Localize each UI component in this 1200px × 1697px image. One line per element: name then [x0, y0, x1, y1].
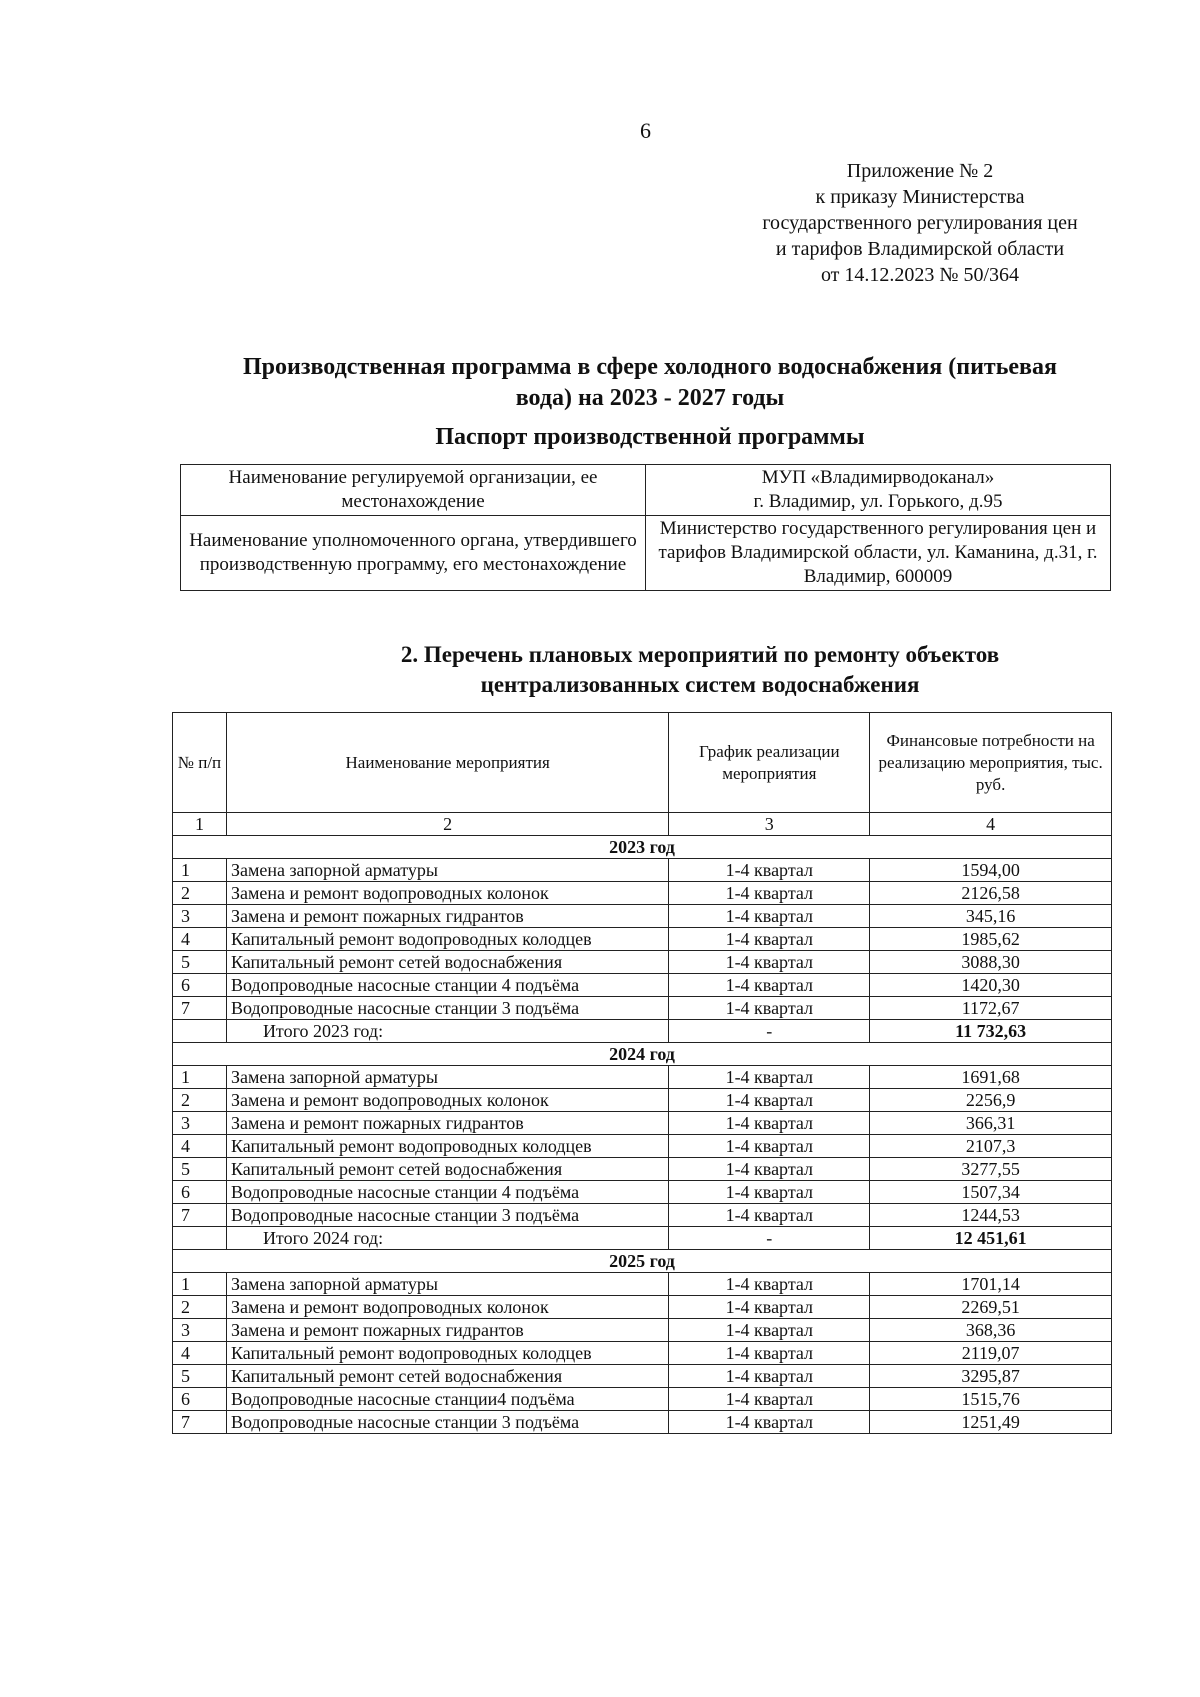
total-label: Итого 2024 год:	[226, 1227, 668, 1250]
table-row	[173, 1319, 1112, 1342]
passport-value-line: МУП «Владимирводоканал»	[761, 467, 995, 488]
item-name: Капитальный ремонт водопроводных колодцев	[226, 928, 668, 951]
item-name: Капитальный ремонт сетей водоснабжения	[226, 1365, 668, 1388]
activities-table	[172, 712, 1112, 1434]
total-cost: 12 451,61	[870, 1227, 1112, 1250]
item-schedule: 1-4 квартал	[669, 1066, 870, 1089]
item-cost: 1701,14	[870, 1273, 1112, 1296]
item-name: Замена и ремонт пожарных гидрантов	[226, 1112, 668, 1135]
column-number-row	[173, 813, 1112, 836]
item-schedule: 1-4 квартал	[669, 1342, 870, 1365]
passport-title: Паспорт производственной программы	[435, 424, 865, 450]
item-number: 1	[173, 1066, 227, 1089]
item-schedule: 1-4 квартал	[669, 997, 870, 1020]
item-cost: 1251,49	[870, 1411, 1112, 1434]
item-number: 7	[173, 1411, 227, 1434]
item-name: Замена и ремонт водопроводных колонок	[226, 882, 668, 905]
table-row	[173, 1181, 1112, 1204]
table-row	[173, 1273, 1112, 1296]
passport-table	[180, 464, 1111, 591]
passport-row	[181, 465, 1111, 516]
table-row	[173, 1066, 1112, 1089]
item-schedule: 1-4 квартал	[669, 951, 870, 974]
table-row	[173, 1204, 1112, 1227]
item-schedule: 1-4 квартал	[669, 1204, 870, 1227]
year-row	[173, 1250, 1112, 1273]
item-number: 2	[173, 882, 227, 905]
item-number: 5	[173, 1158, 227, 1181]
item-name: Водопроводные насосные станции 4 подъёма	[226, 974, 668, 997]
item-schedule: 1-4 квартал	[669, 974, 870, 997]
year-label: 2025 год	[173, 1250, 1112, 1273]
item-schedule: 1-4 квартал	[669, 1365, 870, 1388]
column-number: 3	[669, 813, 870, 836]
item-name: Замена запорной арматуры	[226, 859, 668, 882]
item-name: Замена и ремонт водопроводных колонок	[226, 1089, 668, 1112]
total-cost: 11 732,63	[870, 1020, 1112, 1043]
year-row	[173, 1043, 1112, 1066]
item-cost: 3295,87	[870, 1365, 1112, 1388]
item-name: Замена запорной арматуры	[226, 1273, 668, 1296]
item-number: 6	[173, 1181, 227, 1204]
item-schedule: 1-4 квартал	[669, 1411, 870, 1434]
item-number: 5	[173, 951, 227, 974]
title-line: вода) на 2023 - 2027 годы	[515, 385, 785, 411]
table-header-row	[173, 713, 1112, 813]
appendix-date: от 14.12.2023 № 50/364	[820, 264, 1020, 286]
item-number: 7	[173, 997, 227, 1020]
item-cost: 3088,30	[870, 951, 1112, 974]
item-cost: 345,16	[870, 905, 1112, 928]
item-number: 3	[173, 905, 227, 928]
item-cost: 1594,00	[870, 859, 1112, 882]
table-row	[173, 859, 1112, 882]
item-name: Водопроводные насосные станции 3 подъёма	[226, 1204, 668, 1227]
column-number: 4	[870, 813, 1112, 836]
total-label: Итого 2023 год:	[226, 1020, 668, 1043]
appendix-line: Приложение № 2	[846, 160, 994, 182]
item-name: Замена запорной арматуры	[226, 1066, 668, 1089]
table-row	[173, 1112, 1112, 1135]
item-cost: 1515,76	[870, 1388, 1112, 1411]
item-number: 3	[173, 1319, 227, 1342]
section-title-line: централизованных систем водоснабжения	[480, 672, 920, 697]
passport-value: Министерство государственного регулирования цен и тарифов Владимирской области, ул. Каманина, д.31, г. Владимир, 600009	[646, 516, 1111, 591]
total-schedule: -	[669, 1227, 870, 1250]
table-row	[173, 882, 1112, 905]
column-number: 2	[226, 813, 668, 836]
total-row	[173, 1227, 1112, 1250]
passport-row	[181, 516, 1111, 591]
item-number: 5	[173, 1365, 227, 1388]
item-name: Водопроводные насосные станции 3 подъёма	[226, 1411, 668, 1434]
item-cost: 2269,51	[870, 1296, 1112, 1319]
item-cost: 1420,30	[870, 974, 1112, 997]
item-name: Водопроводные насосные станции 3 подъёма	[226, 997, 668, 1020]
item-name: Замена и ремонт водопроводных колонок	[226, 1296, 668, 1319]
table-row	[173, 928, 1112, 951]
passport-value	[646, 465, 1111, 516]
item-schedule: 1-4 квартал	[669, 1112, 870, 1135]
item-cost: 1985,62	[870, 928, 1112, 951]
table-row	[173, 1342, 1112, 1365]
item-schedule: 1-4 квартал	[669, 882, 870, 905]
item-schedule: 1-4 квартал	[669, 859, 870, 882]
table-row	[173, 1365, 1112, 1388]
table-row	[173, 997, 1112, 1020]
item-cost: 3277,55	[870, 1158, 1112, 1181]
year-row	[173, 836, 1112, 859]
page-number: 6	[640, 118, 651, 143]
table-row	[173, 905, 1112, 928]
item-schedule: 1-4 квартал	[669, 1296, 870, 1319]
item-number: 3	[173, 1112, 227, 1135]
item-number: 1	[173, 859, 227, 882]
item-name: Капитальный ремонт сетей водоснабжения	[226, 1158, 668, 1181]
header-name: Наименование мероприятия	[226, 713, 668, 813]
item-schedule: 1-4 квартал	[669, 905, 870, 928]
item-number: 2	[173, 1296, 227, 1319]
item-cost: 1172,67	[870, 997, 1112, 1020]
appendix-line: к приказу Министерства	[815, 186, 1025, 208]
item-number: 4	[173, 928, 227, 951]
item-cost: 1244,53	[870, 1204, 1112, 1227]
item-schedule: 1-4 квартал	[669, 1089, 870, 1112]
item-schedule: 1-4 квартал	[669, 1319, 870, 1342]
appendix-reference	[720, 158, 1120, 288]
passport-value-line: г. Владимир, ул. Горького, д.95	[753, 491, 1003, 512]
column-number: 1	[173, 813, 227, 836]
table-row	[173, 974, 1112, 997]
item-schedule: 1-4 квартал	[669, 928, 870, 951]
item-number: 4	[173, 1342, 227, 1365]
section-title	[250, 640, 1150, 700]
table-row	[173, 1296, 1112, 1319]
appendix-line: государственного регулирования цен	[762, 212, 1078, 234]
item-cost: 2126,58	[870, 882, 1112, 905]
item-cost: 1507,34	[870, 1181, 1112, 1204]
item-name: Водопроводные насосные станции 4 подъёма	[226, 1181, 668, 1204]
section-title-line: 2. Перечень плановых мероприятий по ремонту объектов	[400, 642, 1000, 667]
passport-label: Наименование регулируемой организации, ее местонахождение	[181, 465, 646, 516]
table-row	[173, 1158, 1112, 1181]
item-number: 4	[173, 1135, 227, 1158]
item-schedule: 1-4 квартал	[669, 1158, 870, 1181]
item-name: Капитальный ремонт водопроводных колодцев	[226, 1342, 668, 1365]
header-num: № п/п	[173, 713, 227, 813]
item-name: Замена и ремонт пожарных гидрантов	[226, 1319, 668, 1342]
year-label: 2023 год	[173, 836, 1112, 859]
item-schedule: 1-4 квартал	[669, 1388, 870, 1411]
total-num	[173, 1020, 227, 1043]
item-cost: 1691,68	[870, 1066, 1112, 1089]
item-name: Капитальный ремонт сетей водоснабжения	[226, 951, 668, 974]
item-cost: 2256,9	[870, 1089, 1112, 1112]
item-cost: 2107,3	[870, 1135, 1112, 1158]
table-row	[173, 1411, 1112, 1434]
item-schedule: 1-4 квартал	[669, 1135, 870, 1158]
item-cost: 366,31	[870, 1112, 1112, 1135]
table-row	[173, 1135, 1112, 1158]
title-line: Производственная программа в сфере холодного водоснабжения (питьевая	[243, 354, 1057, 380]
total-row	[173, 1020, 1112, 1043]
header-cost: Финансовые потребности на реализацию мероприятия, тыс. руб.	[870, 713, 1112, 813]
item-name: Водопроводные насосные станции4 подъёма	[226, 1388, 668, 1411]
item-number: 2	[173, 1089, 227, 1112]
appendix-line: и тарифов Владимирской области	[775, 238, 1065, 260]
total-num	[173, 1227, 227, 1250]
item-name: Капитальный ремонт водопроводных колодцев	[226, 1135, 668, 1158]
table-row	[173, 1388, 1112, 1411]
item-number: 6	[173, 974, 227, 997]
item-name: Замена и ремонт пожарных гидрантов	[226, 905, 668, 928]
passport-label: Наименование уполномоченного органа, утвердившего производственную программу, его местонахождение	[181, 516, 646, 591]
item-number: 7	[173, 1204, 227, 1227]
table-row	[173, 1089, 1112, 1112]
total-schedule: -	[669, 1020, 870, 1043]
item-cost: 2119,07	[870, 1342, 1112, 1365]
item-schedule: 1-4 квартал	[669, 1181, 870, 1204]
document-title	[160, 352, 1140, 414]
item-number: 1	[173, 1273, 227, 1296]
table-row	[173, 951, 1112, 974]
header-schedule: График реализации мероприятия	[669, 713, 870, 813]
item-cost: 368,36	[870, 1319, 1112, 1342]
item-schedule: 1-4 квартал	[669, 1273, 870, 1296]
year-label: 2024 год	[173, 1043, 1112, 1066]
item-number: 6	[173, 1388, 227, 1411]
